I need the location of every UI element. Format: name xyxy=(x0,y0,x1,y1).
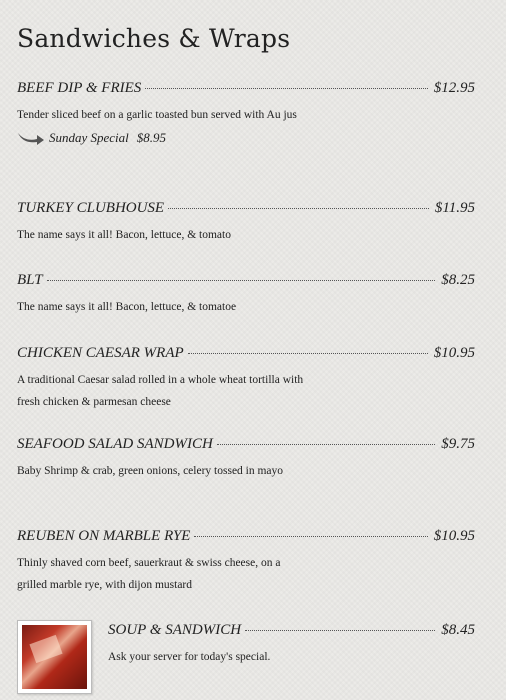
item-price: $8.45 xyxy=(441,622,475,638)
menu-item-soup-sandwich xyxy=(108,622,475,668)
menu-item-chicken-caesar-wrap xyxy=(17,345,475,413)
item-description: Ask your server for today's special. xyxy=(108,651,271,663)
item-name: SEAFOOD SALAD SANDWICH xyxy=(17,436,213,452)
item-description: Tender sliced beef on a garlic toasted bun served with Au jus xyxy=(17,109,297,121)
leader-dots xyxy=(145,88,427,89)
item-price: $10.95 xyxy=(433,528,475,544)
item-name: BEEF DIP & FRIES xyxy=(17,80,142,96)
item-description: The name says it all! Bacon, lettuce, & tomatoe xyxy=(17,301,237,313)
item-description: Thinly shaved corn beef, sauerkraut & swiss cheese, on a grilled marble rye, with dijon mustard xyxy=(17,557,281,591)
menu-item-reuben xyxy=(17,528,475,596)
page-title: Sandwiches & Wraps xyxy=(17,24,291,53)
item-price: $10.95 xyxy=(433,345,475,361)
item-description: Baby Shrimp & crab, green onions, celery tossed in mayo xyxy=(17,465,284,477)
item-name: SOUP & SANDWICH xyxy=(108,622,242,638)
item-description: A traditional Caesar salad rolled in a whole wheat tortilla with fresh chicken & parmesan cheese xyxy=(17,374,304,408)
leader-dots xyxy=(47,280,436,281)
menu-item-blt xyxy=(17,272,475,318)
leader-dots xyxy=(188,353,428,354)
menu-item-seafood-salad-sandwich xyxy=(17,436,475,482)
item-name: REUBEN ON MARBLE RYE xyxy=(17,528,191,544)
food-photo-image xyxy=(22,625,87,689)
food-photo xyxy=(17,620,92,694)
leader-dots xyxy=(217,444,435,445)
special-label: Sunday Special xyxy=(49,130,129,145)
item-price: $8.25 xyxy=(441,272,475,288)
item-name: TURKEY CLUBHOUSE xyxy=(17,200,165,216)
item-name: CHICKEN CAESAR WRAP xyxy=(17,345,184,361)
item-price: $12.95 xyxy=(433,80,475,96)
item-description: The name says it all! Bacon, lettuce, & tomato xyxy=(17,229,231,241)
curved-arrow-icon xyxy=(17,130,45,146)
menu-item-turkey-clubhouse xyxy=(17,200,475,246)
leader-dots xyxy=(168,208,429,209)
menu-item-beef-dip xyxy=(17,80,475,146)
item-name: BLT xyxy=(17,272,43,288)
leader-dots xyxy=(245,630,435,631)
item-price: $9.75 xyxy=(441,436,475,452)
leader-dots xyxy=(194,536,427,537)
sunday-special xyxy=(17,130,475,146)
special-price: $8.95 xyxy=(136,130,167,145)
item-price: $11.95 xyxy=(434,200,475,216)
